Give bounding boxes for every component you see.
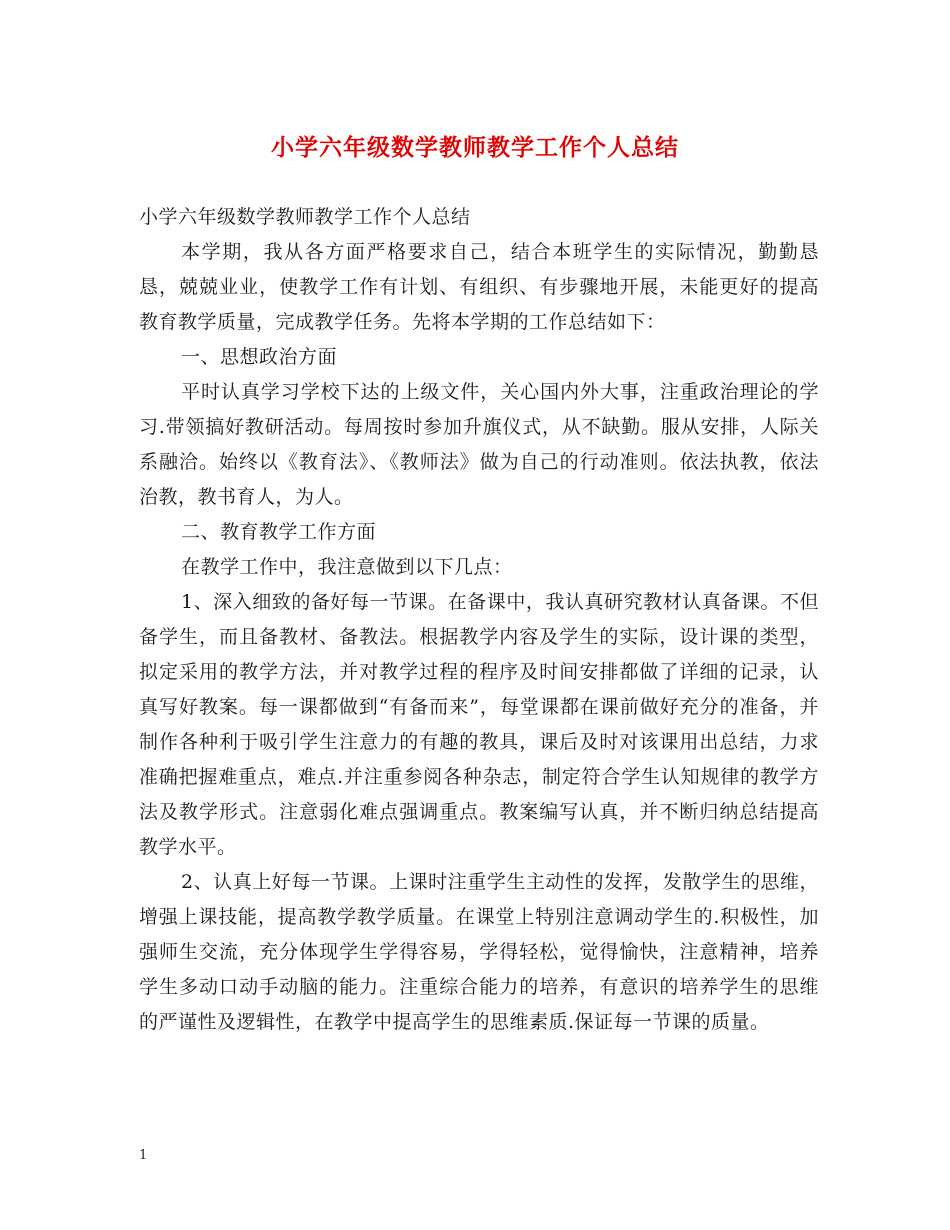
document-title: 小学六年级数学教师教学工作个人总结 xyxy=(271,134,679,161)
page-number: 1 xyxy=(139,1148,148,1163)
teaching-intro-paragraph: 在教学工作中，我注意做到以下几点： xyxy=(181,556,513,578)
body-heading: 小学六年级数学教师教学工作个人总结 xyxy=(139,206,471,228)
lesson-prep-paragraph: 1、深入细致的备好每一节课。在备课中，我认真研究教材认真备课。不但备学生，而且备教材、备教法。根据教学内容及学生的实际，设计课的类型，拟定采用的教学方法，并对教学过程的程序及时间安排都做了详细的记录，认真写好教案。每一课都做到“有备而来”，每堂课都在课前做好充分的准备，并制作各种利于吸引学生注意力的有趣的教具，课后及时对该课用出总结，力求准确把握难重点，难点.并注重参阅各种杂志，制定符合学生认知规律的教学方法及教学形式。注意弱化难点强调重点。教案编写认真，并不断归纳总结提高教学水平。 xyxy=(139,591,819,858)
document-body xyxy=(139,200,819,1040)
intro-paragraph: 本学期，我从各方面严格要求自己，结合本班学生的实际情况，勤勤恳恳，兢兢业业，使教学工作有计划、有组织、有步骤地开展，未能更好的提高教育教学质量，完成教学任务。先将本学期的工作总结如下： xyxy=(139,241,819,333)
section-heading-teaching: 二、教育教学工作方面 xyxy=(181,521,377,543)
lesson-delivery-paragraph: 2、认真上好每一节课。上课时注重学生主动性的发挥，发散学生的思维， 增强上课技能，提高教学教学质量。在课堂上特别注意调动学生的.积极性，加强师生交流，充分体现学生学得容易，学得轻松，觉得愉快，注意精神，培养学生多动口动手动脑的能力。注重综合能力的培养，有意识的培养学生的思维的严谨性及逻辑性，在教学中提高学生的思维素质.保证每一节课的质量。 xyxy=(139,871,819,1033)
political-paragraph: 平时认真学习学校下达的上级文件，关心国内外大事，注重政治理论的学习.带领搞好教研活动。每周按时参加升旗仪式，从不缺勤。服从安排，人际关系融洽。始终以《教育法》、《教师法》做为自己的行动准则。依法执教，依法治教，教书育人，为人。 xyxy=(139,381,819,508)
section-heading-political: 一、思想政治方面 xyxy=(181,346,338,368)
